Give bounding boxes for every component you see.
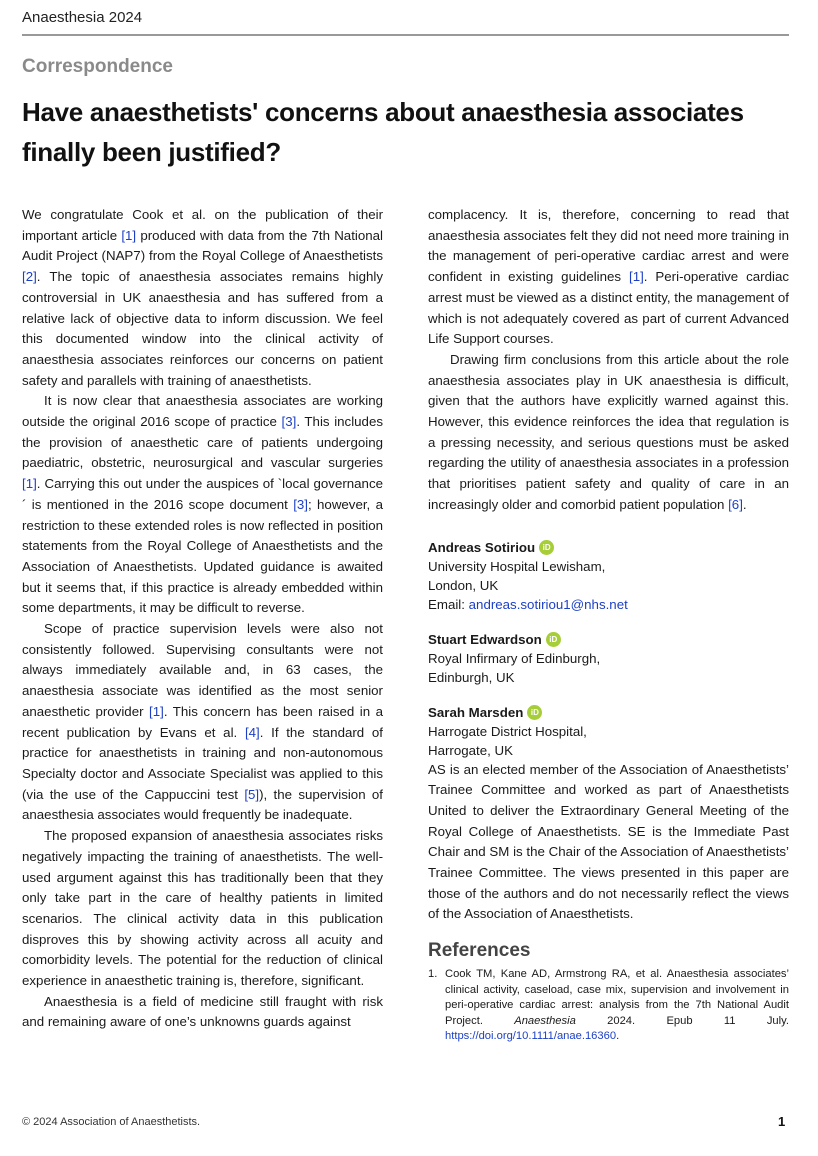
paragraph-text: . Peri-operative cardiac arrest must be viewed as a distinct entity, the management of which is not adequately covered as part of current Advanced Life Support courses. xyxy=(428,269,789,347)
right-column xyxy=(428,205,789,1045)
paragraph-text: complacency. It is, therefore, concerning to read that anaesthesia associates felt they did not need more training in the management of peri-operative cardiac arrest and were confident in existing guidelines xyxy=(428,207,789,285)
header-divider xyxy=(22,34,789,36)
reference-item xyxy=(428,967,789,1045)
paragraph xyxy=(22,205,383,391)
author-name-text: Stuart Edwardson xyxy=(428,631,542,647)
author-affiliation: Harrogate District Hospital, xyxy=(428,723,587,739)
author-name xyxy=(428,538,554,557)
author-block xyxy=(428,703,789,760)
paragraph-text: ), the supervision of anaesthesia associates would frequently be inadequate. xyxy=(22,786,383,823)
reference-doi-link[interactable]: https://doi.org/10.1111/anae.16360 xyxy=(445,1030,617,1043)
author-block xyxy=(428,630,789,687)
left-column xyxy=(22,205,383,1033)
page-number: 1 xyxy=(778,1114,786,1129)
citation-link[interactable]: [2] xyxy=(22,269,37,285)
reference-text xyxy=(445,967,789,1045)
author-name-text: Andreas Sotiriou xyxy=(428,539,536,555)
citation-link[interactable]: [5] xyxy=(244,786,260,802)
paragraph-text: ; however, a restriction to these extended roles is now reflected in position statements from the Royal College of Anaesthetists and the Association of Anaesthetists. Updated guidance is awaited but it seems that, if this practice is already embedded within some departments, it may be difficult to reverse. xyxy=(22,496,383,616)
paragraph-text: We congratulate Cook et al. on the publication of their important article xyxy=(22,207,383,243)
author-block xyxy=(428,538,789,614)
citation-link[interactable]: [4] xyxy=(244,724,260,740)
paragraph-text: . The topic of anaesthesia associates remains highly controversial in UK anaesthesia and has suffered from a relative lack of objective data to inform discussion. We feel this documented window into the clinical activity of anaesthesia associates reinforces our concerns on patient safety and parallels with training of anaesthetists. xyxy=(22,269,383,388)
author-location: London, UK xyxy=(428,577,499,593)
author-email-line xyxy=(428,595,789,614)
orcid-icon[interactable]: iD xyxy=(546,632,561,647)
competing-interests: AS is an elected member of the Association of Anaesthetists’ Trainee Committee and worked as part of Anaesthetists United to deliver the Extraordinary General Meeting of the Royal College of Anaesthetists. SE is the Immediate Past Chair and SM is the Chair of the Association of Anaesthetists’ Trainee Committee. The views presented in this paper are those of the authors and do not necessarily reflect the views of the Association of Anaesthetists. xyxy=(428,761,789,922)
paragraph xyxy=(428,205,789,350)
citation-link[interactable]: [3] xyxy=(281,414,297,430)
paragraph xyxy=(428,350,789,516)
citation-link[interactable]: [6] xyxy=(728,496,743,512)
copyright: © 2024 Association of Anaesthetists. xyxy=(22,1116,201,1128)
author-name-text: Sarah Marsden xyxy=(428,704,524,720)
reference-journal: Anaesthesia xyxy=(514,1014,576,1027)
author-affiliation: University Hospital Lewisham, xyxy=(428,558,606,574)
paragraph-text: The proposed expansion of anaesthesia associates risks negatively impacting the training of anaesthetists. The well-used argument against this has traditionally been that they only take part in the care of healthy patients in limited scenarios. The clinical activity data in this publication disproves this by showing activity across all acuity and comorbidity levels. The potential for the reduction of clinical experience in anaesthetic training is, therefore, significant. xyxy=(22,828,383,989)
paragraph-text: . If the standard of practice for anaesthetists in training and non-autonomous Specialty doctor and Associate Specialist was applied to this (via the use of the Cappuccini test xyxy=(22,724,383,802)
article-title: Have anaesthetists' concerns about anaesthesia associates finally been justified? xyxy=(22,97,744,167)
author-affiliation: Royal Infirmary of Edinburgh, xyxy=(428,650,601,666)
paragraph xyxy=(22,826,383,992)
paragraph-text: Scope of practice supervision levels were also not consistently followed. Supervising consultants were not always immediately available and, in 63 cases, the anaesthesia associate was identified as the most senior anaesthetic provider xyxy=(22,621,383,719)
reference-citation: Cook TM, Kane AD, Armstrong RA, et al. Anaesthesia associates’ clinical activity, caseload, case mix, supervision and involvement in peri-operative cardiac arrest: analysis from the 7th National Audit Project. xyxy=(445,968,789,1027)
paragraph-text: Anaesthesia is a field of medicine still fraught with risk and remaining aware of one’s unknowns guards against xyxy=(22,993,383,1030)
paragraph xyxy=(22,992,383,1033)
citation-link[interactable]: [1] xyxy=(121,227,137,243)
paragraph-text: It is now clear that anaesthesia associates are working outside the original 2016 scope of practice xyxy=(22,393,383,430)
author-name xyxy=(428,703,542,722)
paragraph-text: . xyxy=(742,496,747,512)
orcid-icon[interactable]: iD xyxy=(527,705,542,720)
paragraph-text: . This concern has been raised in a recent publication by Evans et al. xyxy=(22,703,383,740)
reference-tail: . xyxy=(616,1030,620,1043)
author-location: Harrogate, UK xyxy=(428,742,513,758)
email-label: Email: xyxy=(428,596,465,612)
paragraph xyxy=(22,619,383,826)
reference-date: 2024. Epub 11 July. xyxy=(575,1014,789,1027)
paragraph xyxy=(22,391,383,619)
paragraph-text: . This includes the provision of anaesthetic care of patients undergoing paediatric, obstetric, neurosurgical and vascular surgeries xyxy=(22,414,383,471)
reference-number: 1. xyxy=(428,968,438,981)
paragraph-text: Drawing firm conclusions from this article about the role anaesthesia associates play in UK anaesthesia is difficult, given that the authors have explicitly warned against this. However, this evidence reinforces the idea that regulation is a pressing necessity, and serious questions must be asked regarding the utility of anaesthesia associates in a profession that prioritises patient safety and quality of care in an increasingly older and comorbid patient population xyxy=(428,351,789,512)
right-column-body xyxy=(428,205,789,516)
paragraph-text: produced with data from the 7th National Audit Project (NAP7) from the Royal College of Anaesthetists xyxy=(22,227,383,264)
paragraph-text: . Carrying this out under the auspices of `local governance´ is mentioned in the 2016 scope document xyxy=(22,476,383,512)
reference-list xyxy=(428,967,789,1045)
email-link[interactable]: andreas.sotiriou1@nhs.net xyxy=(468,596,628,612)
journal-name: Anaesthesia 2024 xyxy=(22,9,143,26)
citation-link[interactable]: [1] xyxy=(629,269,644,285)
orcid-icon[interactable]: iD xyxy=(539,540,554,555)
author-name xyxy=(428,630,561,649)
citation-link[interactable]: [1] xyxy=(22,476,37,492)
citation-link[interactable]: [1] xyxy=(149,703,164,719)
section-label: Correspondence xyxy=(22,56,173,77)
author-location: Edinburgh, UK xyxy=(428,669,515,685)
references-heading: References xyxy=(428,940,531,962)
citation-link[interactable]: [3] xyxy=(293,496,308,512)
